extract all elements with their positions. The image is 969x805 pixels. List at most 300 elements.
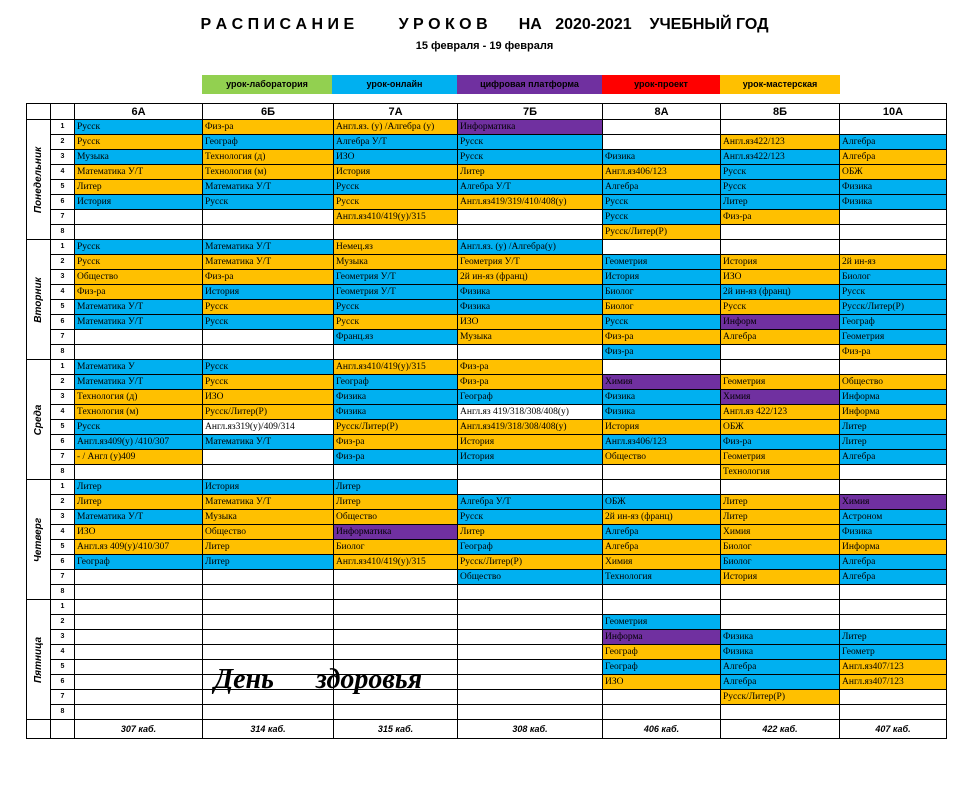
lesson-cell: Русск — [75, 135, 203, 150]
lesson-number: 8 — [51, 465, 75, 480]
lesson-row — [27, 495, 947, 510]
lesson-cell — [458, 705, 603, 720]
lesson-cell — [458, 345, 603, 360]
lesson-number: 3 — [51, 510, 75, 525]
day-label: Среда — [32, 404, 44, 435]
lesson-number: 2 — [51, 375, 75, 390]
lesson-cell — [458, 225, 603, 240]
lesson-cell — [203, 615, 334, 630]
lesson-cell: Русск — [458, 510, 603, 525]
lesson-number: 7 — [51, 690, 75, 705]
legend-project: урок-проект — [602, 75, 720, 94]
lesson-cell: Англ.яз407/123 — [840, 675, 947, 690]
lesson-cell: 2й ин-яз (франц) — [458, 270, 603, 285]
lesson-cell — [603, 465, 721, 480]
lesson-cell — [721, 360, 840, 375]
lesson-cell — [458, 210, 603, 225]
lesson-cell: Информ — [721, 315, 840, 330]
lesson-cell — [458, 675, 603, 690]
lesson-cell: Физ-ра — [75, 285, 203, 300]
lesson-cell: Географ — [334, 375, 458, 390]
lesson-cell: Литер — [458, 525, 603, 540]
day-cell — [27, 240, 51, 360]
lesson-cell: Литер — [840, 435, 947, 450]
lesson-cell: Англ.яз409(у) /410/307 — [75, 435, 203, 450]
lesson-cell: Алгебра — [603, 540, 721, 555]
lesson-cell: Алгебра У/Т — [334, 135, 458, 150]
lesson-row — [27, 390, 947, 405]
lesson-row — [27, 375, 947, 390]
lesson-cell: Математика У/Т — [75, 165, 203, 180]
room-label: 307 каб. — [75, 720, 203, 739]
page-title: Р А С П И С А Н И Е У Р О К О В НА 2020-2021 УЧЕБНЫЙ ГОД — [200, 16, 769, 33]
lesson-cell: Литер — [721, 195, 840, 210]
lesson-cell: Литер — [75, 180, 203, 195]
lesson-cell: История — [75, 195, 203, 210]
lesson-cell — [721, 705, 840, 720]
lesson-cell: Физ-ра — [458, 375, 603, 390]
lesson-row — [27, 525, 947, 540]
lesson-cell: ИЗО — [203, 390, 334, 405]
lesson-cell: Математика У/Т — [203, 240, 334, 255]
lesson-cell: Алгебра — [721, 330, 840, 345]
lesson-number: 5 — [51, 300, 75, 315]
lesson-cell — [203, 630, 334, 645]
lesson-cell — [603, 120, 721, 135]
lesson-cell — [334, 225, 458, 240]
lesson-row — [27, 510, 947, 525]
header-row — [27, 104, 947, 120]
lesson-cell — [75, 345, 203, 360]
room-label: 422 каб. — [721, 720, 840, 739]
lesson-cell: - / Англ (у)409 — [75, 450, 203, 465]
lesson-cell: Немец.яз — [334, 240, 458, 255]
lesson-cell: Англ.яз410/419(у)/315 — [334, 360, 458, 375]
lesson-cell: Русск/Литер(Р) — [203, 405, 334, 420]
lesson-number: 8 — [51, 345, 75, 360]
lesson-cell — [75, 210, 203, 225]
legend-digital: цифровая платформа — [457, 75, 602, 94]
lesson-cell: ОБЖ — [721, 420, 840, 435]
class-header: 6А — [75, 104, 203, 120]
lesson-cell: Химия — [603, 375, 721, 390]
lesson-number: 3 — [51, 150, 75, 165]
lesson-number: 7 — [51, 450, 75, 465]
lesson-cell: Геометрия У/Т — [458, 255, 603, 270]
lesson-number: 2 — [51, 495, 75, 510]
lesson-number: 5 — [51, 180, 75, 195]
lesson-cell: Физика — [840, 180, 947, 195]
lesson-cell: Русск/Литер(Р) — [603, 225, 721, 240]
lesson-cell: Русск/Литер(Р) — [458, 555, 603, 570]
lesson-cell: Физика — [840, 195, 947, 210]
lesson-cell: ИЗО — [721, 270, 840, 285]
lesson-cell: Астроном — [840, 510, 947, 525]
lesson-number: 6 — [51, 435, 75, 450]
lesson-cell — [334, 345, 458, 360]
lesson-cell: Англ.яз419/319/410/408(у) — [458, 195, 603, 210]
lesson-row — [27, 195, 947, 210]
day-label: Четверг — [32, 517, 44, 562]
lesson-cell: Физика — [840, 525, 947, 540]
lesson-cell: Общество — [334, 510, 458, 525]
lesson-row — [27, 165, 947, 180]
lesson-cell: История — [334, 165, 458, 180]
rooms-row — [27, 720, 947, 739]
lesson-cell — [75, 330, 203, 345]
lesson-cell — [203, 465, 334, 480]
lesson-cell — [603, 690, 721, 705]
lesson-cell — [75, 570, 203, 585]
room-label: 308 каб. — [458, 720, 603, 739]
lesson-number: 3 — [51, 390, 75, 405]
lesson-cell — [75, 465, 203, 480]
lesson-cell: Литер — [334, 495, 458, 510]
lesson-number: 8 — [51, 705, 75, 720]
lesson-cell: Математика У/Т — [203, 435, 334, 450]
lesson-cell: Англ.яз410/419(у)/315 — [334, 555, 458, 570]
lesson-cell: Русск — [75, 255, 203, 270]
lesson-cell: Общество — [840, 375, 947, 390]
lesson-cell: Франц.яз — [334, 330, 458, 345]
lesson-number: 1 — [51, 240, 75, 255]
lesson-cell: Литер — [458, 165, 603, 180]
lesson-cell — [203, 585, 334, 600]
lesson-row — [27, 690, 947, 705]
lesson-cell: Биолог — [603, 285, 721, 300]
lesson-number: 4 — [51, 405, 75, 420]
lesson-cell: Физика — [603, 390, 721, 405]
lesson-cell — [721, 120, 840, 135]
lesson-cell — [203, 705, 334, 720]
lesson-cell — [603, 360, 721, 375]
lesson-cell: Англ.яз 409(у)/410/307 — [75, 540, 203, 555]
lesson-cell: Физ-ра — [721, 210, 840, 225]
lesson-cell: История — [603, 420, 721, 435]
lesson-cell — [203, 225, 334, 240]
lesson-cell — [840, 360, 947, 375]
lesson-row — [27, 120, 947, 135]
lesson-cell: Русск/Литер(Р) — [721, 690, 840, 705]
lesson-cell: Русск — [203, 315, 334, 330]
lesson-row — [27, 315, 947, 330]
lesson-cell: ИЗО — [458, 315, 603, 330]
lesson-cell — [75, 630, 203, 645]
room-label: 315 каб. — [334, 720, 458, 739]
lesson-cell: Литер — [840, 630, 947, 645]
lesson-row — [27, 285, 947, 300]
page-subtitle: 15 февраля - 19 февраля — [415, 40, 554, 52]
lesson-cell: Алгебра — [840, 555, 947, 570]
lesson-row — [27, 300, 947, 315]
lesson-cell — [458, 480, 603, 495]
lesson-cell — [334, 585, 458, 600]
lesson-cell — [75, 645, 203, 660]
class-header: 7Б — [458, 104, 603, 120]
lesson-cell: Англ.яз407/123 — [840, 660, 947, 675]
lesson-number: 2 — [51, 135, 75, 150]
lesson-cell: Физика — [458, 285, 603, 300]
lesson-cell: Алгебра — [840, 150, 947, 165]
lesson-number: 3 — [51, 630, 75, 645]
lesson-row — [27, 225, 947, 240]
lesson-cell: Физ-ра — [840, 345, 947, 360]
lesson-cell — [840, 585, 947, 600]
lesson-number: 7 — [51, 330, 75, 345]
lesson-cell — [458, 690, 603, 705]
legend-online: урок-онлайн — [332, 75, 457, 94]
lesson-cell: История — [458, 450, 603, 465]
class-header: 8Б — [721, 104, 840, 120]
lesson-cell: Информатика — [458, 120, 603, 135]
lesson-cell: История — [721, 570, 840, 585]
lesson-cell: Русск/Литер(Р) — [334, 420, 458, 435]
lesson-number: 4 — [51, 525, 75, 540]
lesson-cell: Литер — [721, 510, 840, 525]
day-cell — [27, 360, 51, 480]
lesson-number: 1 — [51, 360, 75, 375]
lesson-cell: Музыка — [75, 150, 203, 165]
lesson-cell: Физ-ра — [603, 345, 721, 360]
lesson-number: 5 — [51, 660, 75, 675]
lesson-cell: Русск/Литер(Р) — [840, 300, 947, 315]
lesson-cell: Биолог — [721, 555, 840, 570]
lesson-cell — [334, 630, 458, 645]
lesson-cell: Алгебра — [840, 450, 947, 465]
lesson-cell: Русск — [840, 285, 947, 300]
lesson-cell — [75, 660, 203, 675]
schedule-table — [26, 103, 947, 739]
lesson-cell: Англ.яз 422/123 — [721, 405, 840, 420]
lesson-cell — [603, 585, 721, 600]
lesson-cell: Алгебра — [840, 570, 947, 585]
lesson-cell — [840, 705, 947, 720]
lesson-cell: Геометрия У/Т — [334, 285, 458, 300]
lesson-cell: Геометрия — [840, 330, 947, 345]
lesson-row — [27, 570, 947, 585]
lesson-row — [27, 255, 947, 270]
lesson-cell: Физика — [603, 405, 721, 420]
lesson-cell — [75, 225, 203, 240]
lesson-cell — [334, 465, 458, 480]
lesson-cell — [603, 135, 721, 150]
lesson-cell — [721, 240, 840, 255]
lesson-cell — [75, 675, 203, 690]
rooms-num-cell — [51, 720, 75, 739]
lesson-cell: Русск — [458, 150, 603, 165]
lesson-cell: Химия — [721, 525, 840, 540]
lesson-cell: Общество — [603, 450, 721, 465]
lesson-cell: Физика — [721, 645, 840, 660]
lesson-cell: Математика У/Т — [203, 180, 334, 195]
legend — [202, 75, 840, 94]
lesson-cell — [458, 465, 603, 480]
lesson-number: 1 — [51, 480, 75, 495]
lesson-cell — [721, 345, 840, 360]
lesson-cell: Географ — [603, 660, 721, 675]
lesson-cell: Информа — [603, 630, 721, 645]
health-day-banner: День здоровья — [214, 664, 423, 695]
lesson-cell: Алгебра У/Т — [458, 180, 603, 195]
lesson-row — [27, 240, 947, 255]
lesson-cell — [840, 225, 947, 240]
lesson-cell: Русск — [334, 195, 458, 210]
lesson-cell: Русск — [203, 195, 334, 210]
lesson-cell: Англ.яз. (у) /Алгебра(у) — [458, 240, 603, 255]
lesson-cell: ИЗО — [334, 150, 458, 165]
lesson-cell: Русск — [603, 195, 721, 210]
class-header: 8А — [603, 104, 721, 120]
lesson-row — [27, 615, 947, 630]
lesson-cell: ОБЖ — [840, 165, 947, 180]
lesson-row — [27, 405, 947, 420]
lesson-cell: Англ.яз410/419(у)/315 — [334, 210, 458, 225]
lesson-cell — [458, 585, 603, 600]
lesson-number: 1 — [51, 600, 75, 615]
lesson-cell: Англ.яз 419/318/308/408(у) — [458, 405, 603, 420]
lesson-cell: Математика У/Т — [75, 300, 203, 315]
lesson-cell: Биолог — [334, 540, 458, 555]
day-cell — [27, 480, 51, 600]
room-label: 406 каб. — [603, 720, 721, 739]
lesson-cell — [203, 600, 334, 615]
lesson-cell: Географ — [458, 540, 603, 555]
lesson-cell — [721, 615, 840, 630]
lesson-cell: Русск — [203, 300, 334, 315]
lesson-row — [27, 480, 947, 495]
lesson-cell: Литер — [840, 420, 947, 435]
lesson-row — [27, 420, 947, 435]
day-label: Понедельник — [32, 146, 44, 213]
lesson-cell: Технология (м) — [75, 405, 203, 420]
legend-master: урок-мастерская — [720, 75, 840, 94]
lesson-cell: Физ-ра — [458, 360, 603, 375]
lesson-cell: История — [203, 480, 334, 495]
lesson-cell — [721, 600, 840, 615]
lesson-cell: История — [458, 435, 603, 450]
lesson-cell: Геометрия — [603, 255, 721, 270]
lesson-cell: Русск — [721, 165, 840, 180]
lesson-cell — [203, 330, 334, 345]
lesson-row — [27, 330, 947, 345]
lesson-row — [27, 270, 947, 285]
lesson-row — [27, 210, 947, 225]
lesson-cell — [203, 345, 334, 360]
lesson-cell: Русск — [75, 120, 203, 135]
lesson-cell: Географ — [203, 135, 334, 150]
lesson-cell: Алгебра — [721, 660, 840, 675]
lesson-number: 4 — [51, 285, 75, 300]
lesson-cell: История — [603, 270, 721, 285]
lesson-cell — [334, 645, 458, 660]
day-label: Пятница — [32, 636, 44, 683]
lesson-number: 2 — [51, 615, 75, 630]
lesson-cell: Русск — [721, 300, 840, 315]
lesson-cell — [603, 480, 721, 495]
lesson-cell: Русск — [334, 180, 458, 195]
lesson-cell — [840, 210, 947, 225]
lesson-cell: ОБЖ — [603, 495, 721, 510]
lesson-cell: Химия — [721, 390, 840, 405]
lesson-cell: Литер — [334, 480, 458, 495]
lesson-cell: Физ-ра — [203, 120, 334, 135]
lesson-cell: Технология (м) — [203, 165, 334, 180]
lesson-cell: Физ-ра — [721, 435, 840, 450]
lesson-cell: Математика У — [75, 360, 203, 375]
day-cell — [27, 600, 51, 720]
lesson-cell — [334, 615, 458, 630]
lesson-cell: Музыка — [458, 330, 603, 345]
lesson-cell: 2й ин-яз (франц) — [603, 510, 721, 525]
lesson-cell: Общество — [203, 525, 334, 540]
lesson-row — [27, 180, 947, 195]
lesson-cell: Русск — [75, 240, 203, 255]
lesson-cell — [721, 225, 840, 240]
lesson-cell: Англ.яз319(у)/409/314 — [203, 420, 334, 435]
lesson-cell: Географ — [840, 315, 947, 330]
lesson-cell: Физика — [458, 300, 603, 315]
lesson-number: 6 — [51, 555, 75, 570]
lesson-cell: Математика У/Т — [75, 375, 203, 390]
lesson-number: 6 — [51, 195, 75, 210]
lesson-cell: Литер — [203, 555, 334, 570]
lesson-cell: Информа — [840, 540, 947, 555]
lesson-cell: Русск — [603, 210, 721, 225]
lesson-cell — [334, 705, 458, 720]
lesson-cell: Технология (д) — [203, 150, 334, 165]
lesson-cell: История — [721, 255, 840, 270]
lesson-cell: Общество — [458, 570, 603, 585]
lesson-row — [27, 705, 947, 720]
lesson-cell: Русск — [458, 135, 603, 150]
lesson-cell: Физика — [721, 630, 840, 645]
lesson-cell: Алгебра — [840, 135, 947, 150]
lesson-cell: Технология — [603, 570, 721, 585]
lesson-cell: Геометр — [840, 645, 947, 660]
lesson-cell: 2й ин-яз — [840, 255, 947, 270]
lesson-cell — [203, 570, 334, 585]
lesson-cell — [458, 600, 603, 615]
lesson-cell: ИЗО — [75, 525, 203, 540]
lesson-row — [27, 150, 947, 165]
lesson-row — [27, 675, 947, 690]
lesson-number: 7 — [51, 210, 75, 225]
lesson-number: 6 — [51, 675, 75, 690]
lesson-cell — [203, 450, 334, 465]
lesson-cell: Физика — [334, 390, 458, 405]
class-header: 7А — [334, 104, 458, 120]
lesson-cell: Математика У/Т — [75, 315, 203, 330]
lesson-cell: Англ.яз406/123 — [603, 435, 721, 450]
lesson-cell: Литер — [721, 495, 840, 510]
lesson-row — [27, 540, 947, 555]
lesson-cell: История — [203, 285, 334, 300]
lesson-row — [27, 450, 947, 465]
lesson-cell — [840, 480, 947, 495]
lesson-cell: Русск — [203, 360, 334, 375]
header-day — [27, 104, 51, 120]
lesson-cell: Музыка — [203, 510, 334, 525]
lesson-row — [27, 555, 947, 570]
lesson-cell: Физ-ра — [334, 450, 458, 465]
lesson-cell — [603, 705, 721, 720]
lesson-cell — [75, 705, 203, 720]
lesson-cell: Биолог — [603, 300, 721, 315]
lesson-number: 4 — [51, 165, 75, 180]
lesson-cell: Русск — [203, 375, 334, 390]
lesson-cell: Англ.яз422/123 — [721, 150, 840, 165]
lesson-number: 7 — [51, 570, 75, 585]
